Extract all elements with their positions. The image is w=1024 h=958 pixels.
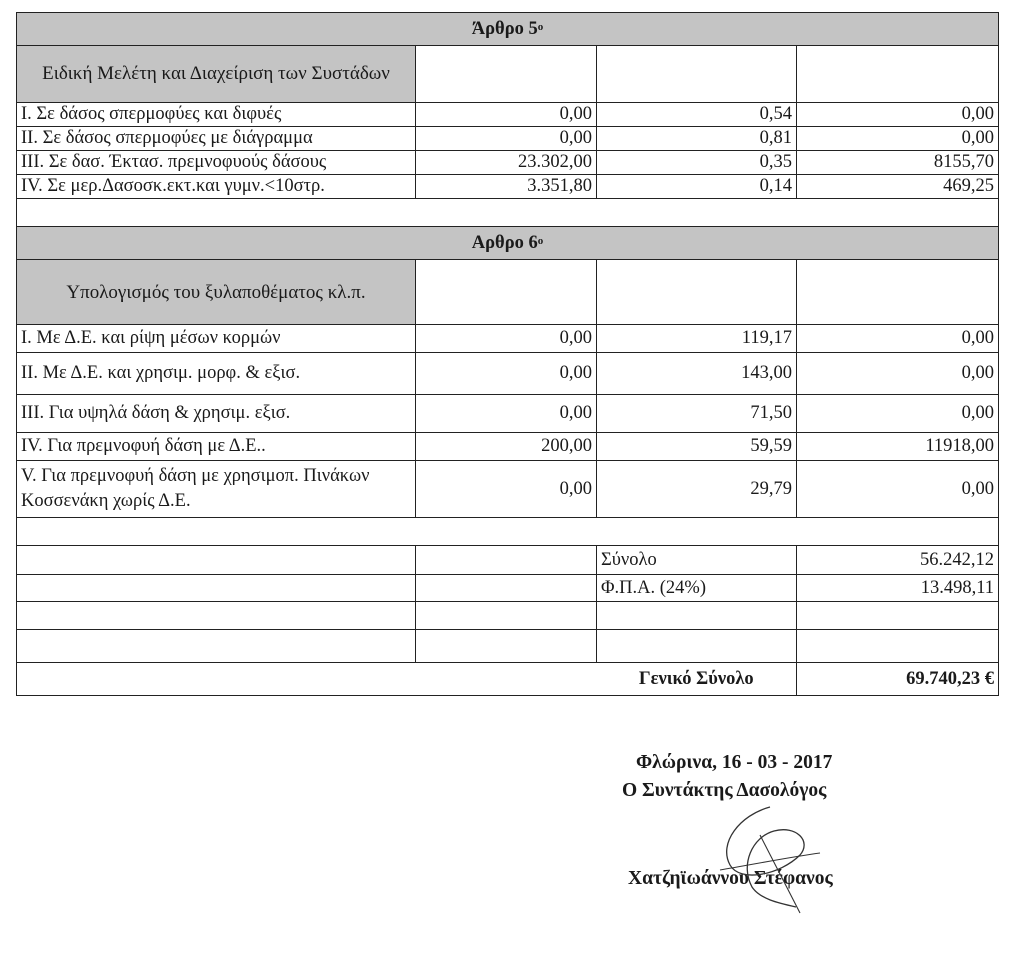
- empty-cell: [416, 546, 597, 575]
- empty-cell: [416, 602, 597, 630]
- article6-section-label: Υπολογισμός του ξυλαποθέματος κλ.π.: [17, 260, 416, 325]
- table-row: [17, 175, 999, 199]
- row-label: III. Σε δασ. Έκτασ. πρεμνοφυούς δάσους: [17, 151, 416, 175]
- empty-cell: [797, 260, 999, 325]
- cell-rate: 29,79: [597, 461, 797, 518]
- empty-cell: [597, 46, 797, 103]
- cell-rate: 0,81: [597, 127, 797, 151]
- empty-cell: [17, 546, 416, 575]
- empty-cell: [416, 575, 597, 602]
- cell-quantity: 0,00: [416, 353, 597, 395]
- cell-quantity: 23.302,00: [416, 151, 597, 175]
- cell-quantity: 3.351,80: [416, 175, 597, 199]
- row-label: II. Σε δάσος σπερμοφύες με διάγραμμα: [17, 127, 416, 151]
- vat-value: 13.498,11: [797, 575, 999, 602]
- empty-cell: [17, 575, 416, 602]
- row-label: I. Με Δ.Ε. και ρίψη μέσων κορμών: [17, 325, 416, 353]
- table-row: [17, 395, 999, 433]
- author-name: Χατζηϊωάννου Στέφανος: [628, 868, 833, 889]
- place-date: Φλώρινα, 16 - 03 - 2017: [636, 752, 833, 773]
- spacer-row: [17, 518, 999, 546]
- empty-cell: [797, 602, 999, 630]
- table-row: [17, 151, 999, 175]
- cell-amount: 0,00: [797, 395, 999, 433]
- table-row: [17, 461, 999, 518]
- row-label: I. Σε δάσος σπερμοφύες και διφυές: [17, 103, 416, 127]
- spacer-row: [17, 199, 999, 227]
- empty-cell: [597, 260, 797, 325]
- empty-cell: [17, 663, 597, 696]
- cell-amount: 11918,00: [797, 433, 999, 461]
- cell-rate: 119,17: [597, 325, 797, 353]
- empty-cell: [797, 630, 999, 663]
- cell-rate: 0,35: [597, 151, 797, 175]
- cell-amount: 469,25: [797, 175, 999, 199]
- article6-header: [17, 227, 999, 260]
- empty-cell: [597, 602, 797, 630]
- cell-rate: 71,50: [597, 395, 797, 433]
- empty-cell: [416, 260, 597, 325]
- cell-quantity: 0,00: [416, 395, 597, 433]
- cell-quantity: 0,00: [416, 461, 597, 518]
- cell-amount: 0,00: [797, 353, 999, 395]
- row-label: III. Για υψηλά δάση & χρησιμ. εξισ.: [17, 395, 416, 433]
- author-role: Ο Συντάκτης Δασολόγος: [622, 780, 827, 801]
- cell-rate: 143,00: [597, 353, 797, 395]
- subtotal-label: Σύνολο: [597, 546, 797, 575]
- empty-cell: [597, 630, 797, 663]
- empty-cell: [797, 46, 999, 103]
- article5-section-label: Ειδική Μελέτη και Διαχείριση των Συστάδων: [17, 46, 416, 103]
- cell-amount: 0,00: [797, 103, 999, 127]
- row-label: IV. Για πρεμνοφυή δάση με Δ.Ε..: [17, 433, 416, 461]
- table-row: [17, 433, 999, 461]
- handwritten-signature: [700, 795, 840, 915]
- article5-title: Άρθρο 5: [471, 18, 538, 39]
- table-row: [17, 325, 999, 353]
- table-row: [17, 353, 999, 395]
- row-label: II. Με Δ.Ε. και χρησιμ. μορφ. & εξισ.: [17, 353, 416, 395]
- cell-quantity: 200,00: [416, 433, 597, 461]
- vat-label: Φ.Π.Α. (24%): [597, 575, 797, 602]
- cell-rate: 0,54: [597, 103, 797, 127]
- empty-cell: [416, 46, 597, 103]
- table-row: [17, 127, 999, 151]
- article5-header: [17, 13, 999, 46]
- cell-amount: 0,00: [797, 127, 999, 151]
- cell-rate: 59,59: [597, 433, 797, 461]
- cost-table: [16, 12, 999, 696]
- row-label: IV. Σε μερ.Δασοσκ.εκτ.και γυμν.<10στρ.: [17, 175, 416, 199]
- table-row: [17, 103, 999, 127]
- empty-cell: [416, 630, 597, 663]
- cell-rate: 0,14: [597, 175, 797, 199]
- cell-amount: 0,00: [797, 461, 999, 518]
- article6-title: Αρθρο 6: [471, 232, 538, 253]
- cell-amount: 8155,70: [797, 151, 999, 175]
- empty-cell: [17, 602, 416, 630]
- subtotal-value: 56.242,12: [797, 546, 999, 575]
- grand-total-label: Γενικό Σύνολο: [597, 663, 797, 696]
- cell-quantity: 0,00: [416, 325, 597, 353]
- cell-amount: 0,00: [797, 325, 999, 353]
- cell-quantity: 0,00: [416, 127, 597, 151]
- article6-title-sup: ο: [537, 234, 544, 247]
- row-label: V. Για πρεμνοφυή δάση με χρησιμοπ. Πινάκων Κοσσενάκη χωρίς Δ.Ε.: [17, 461, 416, 518]
- grand-total-value: 69.740,23 €: [797, 663, 999, 696]
- empty-cell: [17, 630, 416, 663]
- article5-title-sup: ο: [537, 20, 544, 33]
- cell-quantity: 0,00: [416, 103, 597, 127]
